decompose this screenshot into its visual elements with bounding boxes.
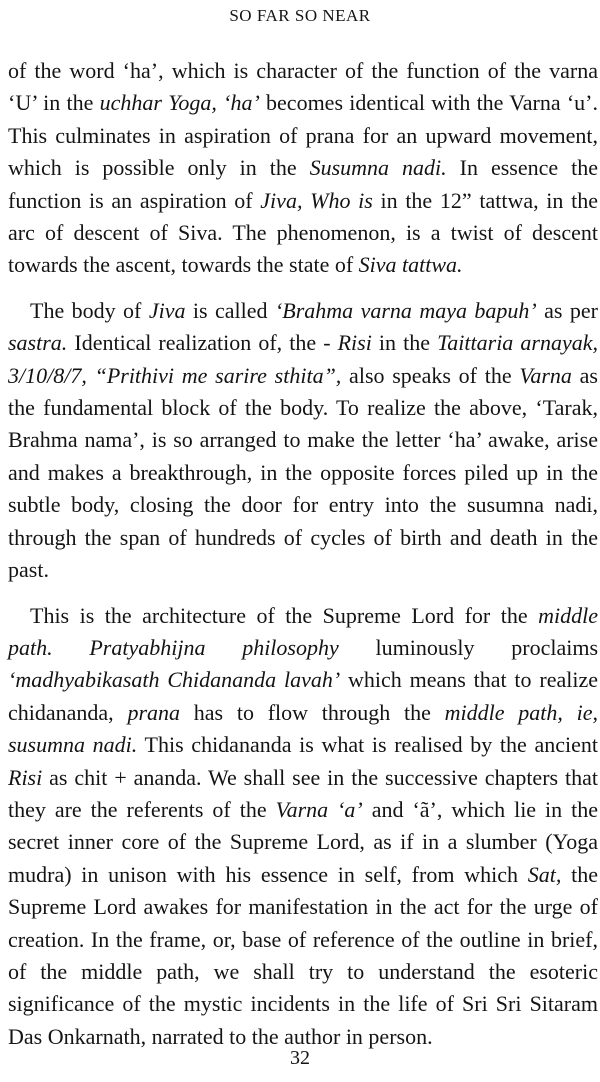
text-run: In essence the function is an aspiration of	[8, 155, 599, 213]
running-head: SO FAR SO NEAR	[229, 6, 371, 25]
text-run: as chit + ananda. We shall see in the successive chapters that they are the referents of the	[8, 764, 598, 822]
italic-run: ‘Brahma varna maya bapuh’	[274, 297, 537, 323]
text-run: has to flow through the	[180, 699, 445, 725]
italic-run: Varna	[519, 362, 572, 388]
italic-run: Sat,	[527, 861, 562, 887]
italic-run: Jiva	[148, 297, 186, 323]
paragraph-3	[8, 600, 598, 1054]
text-run: Identical realization of, the -	[67, 330, 338, 356]
italic-run: Jiva, Who is	[260, 187, 373, 213]
italic-run: sastra.	[8, 330, 68, 356]
text-run: The body of	[30, 297, 149, 323]
text-run: becomes identical with the Varna ‘u’. This culminates in aspiration of prana for an upward movement, which is possible only in the	[8, 90, 598, 181]
text-run: luminously proclaims	[338, 634, 598, 660]
text-run: which means that to realize chidananda,	[8, 667, 598, 725]
italic-run: Risi	[8, 764, 43, 790]
text-run: as the fundamental block of the body. To realize the above, ‘Tarak, Brahma nama’, is so arranged to make the letter ‘ha’ awake, arise and makes a breakthrough, in the opposite forces piled up in the subtle body, closing the door for entry into the susumna nadi, through the span of hundreds of cycles of birth and death in the past.	[8, 362, 598, 583]
italic-run: middle path, ie, susumna nadi.	[8, 699, 599, 758]
italic-run: uchhar Yoga, ‘ha’	[99, 90, 260, 116]
text-run: also speaks of the	[341, 362, 520, 388]
italic-run: prana	[127, 699, 180, 725]
text-run: in the 12” tattwa, in the arc of descent of Siva. The phenomenon, is a twist of descent towards the ascent, towards the state of	[8, 187, 598, 278]
body-text	[8, 55, 598, 1066]
text-run: This chidananda is what is realised by the ancient	[137, 732, 598, 758]
text-run: the Supreme Lord awakes for manifestation in the act for the urge of creation. In the frame, or, base of reference of the outline in brief, of the middle path, we shall try to understand the esoteric significance of the mystic incidents in the life of Sri Sri Sitaram Das Onkarnath, narrated to the author in person.	[8, 861, 598, 1049]
page-number: 32	[290, 1047, 310, 1069]
paragraph-1	[8, 55, 598, 282]
italic-run: Risi	[337, 330, 372, 356]
paragraph-2	[8, 295, 598, 587]
text-run: in the	[371, 330, 438, 356]
text-run: as per	[536, 297, 598, 323]
italic-run: Siva tattwa.	[358, 252, 463, 278]
text-run: This is the architecture of the Supreme Lord for the	[30, 602, 539, 628]
italic-run: ‘madhyabikasath Chidananda lavah’	[8, 667, 341, 693]
italic-run: Varna ‘a’	[275, 796, 363, 822]
text-run: is called	[185, 297, 275, 323]
text-run: of the word ‘ha’, which is character of the function of the varna ‘U’ in the	[8, 58, 598, 116]
italic-run: middle path. Pratyabhijna philosophy	[8, 602, 598, 660]
text-run: and ‘ã’, which lie in the secret inner core of the Supreme Lord, as if in a slumber (Yoga mudra) in unison with his essence in self, from which	[8, 796, 598, 887]
italic-run: Susumna nadi.	[309, 155, 447, 181]
italic-run: Taittaria arnayak, 3/10/8/7, “Prithivi me sarire sthita”,	[8, 330, 598, 388]
